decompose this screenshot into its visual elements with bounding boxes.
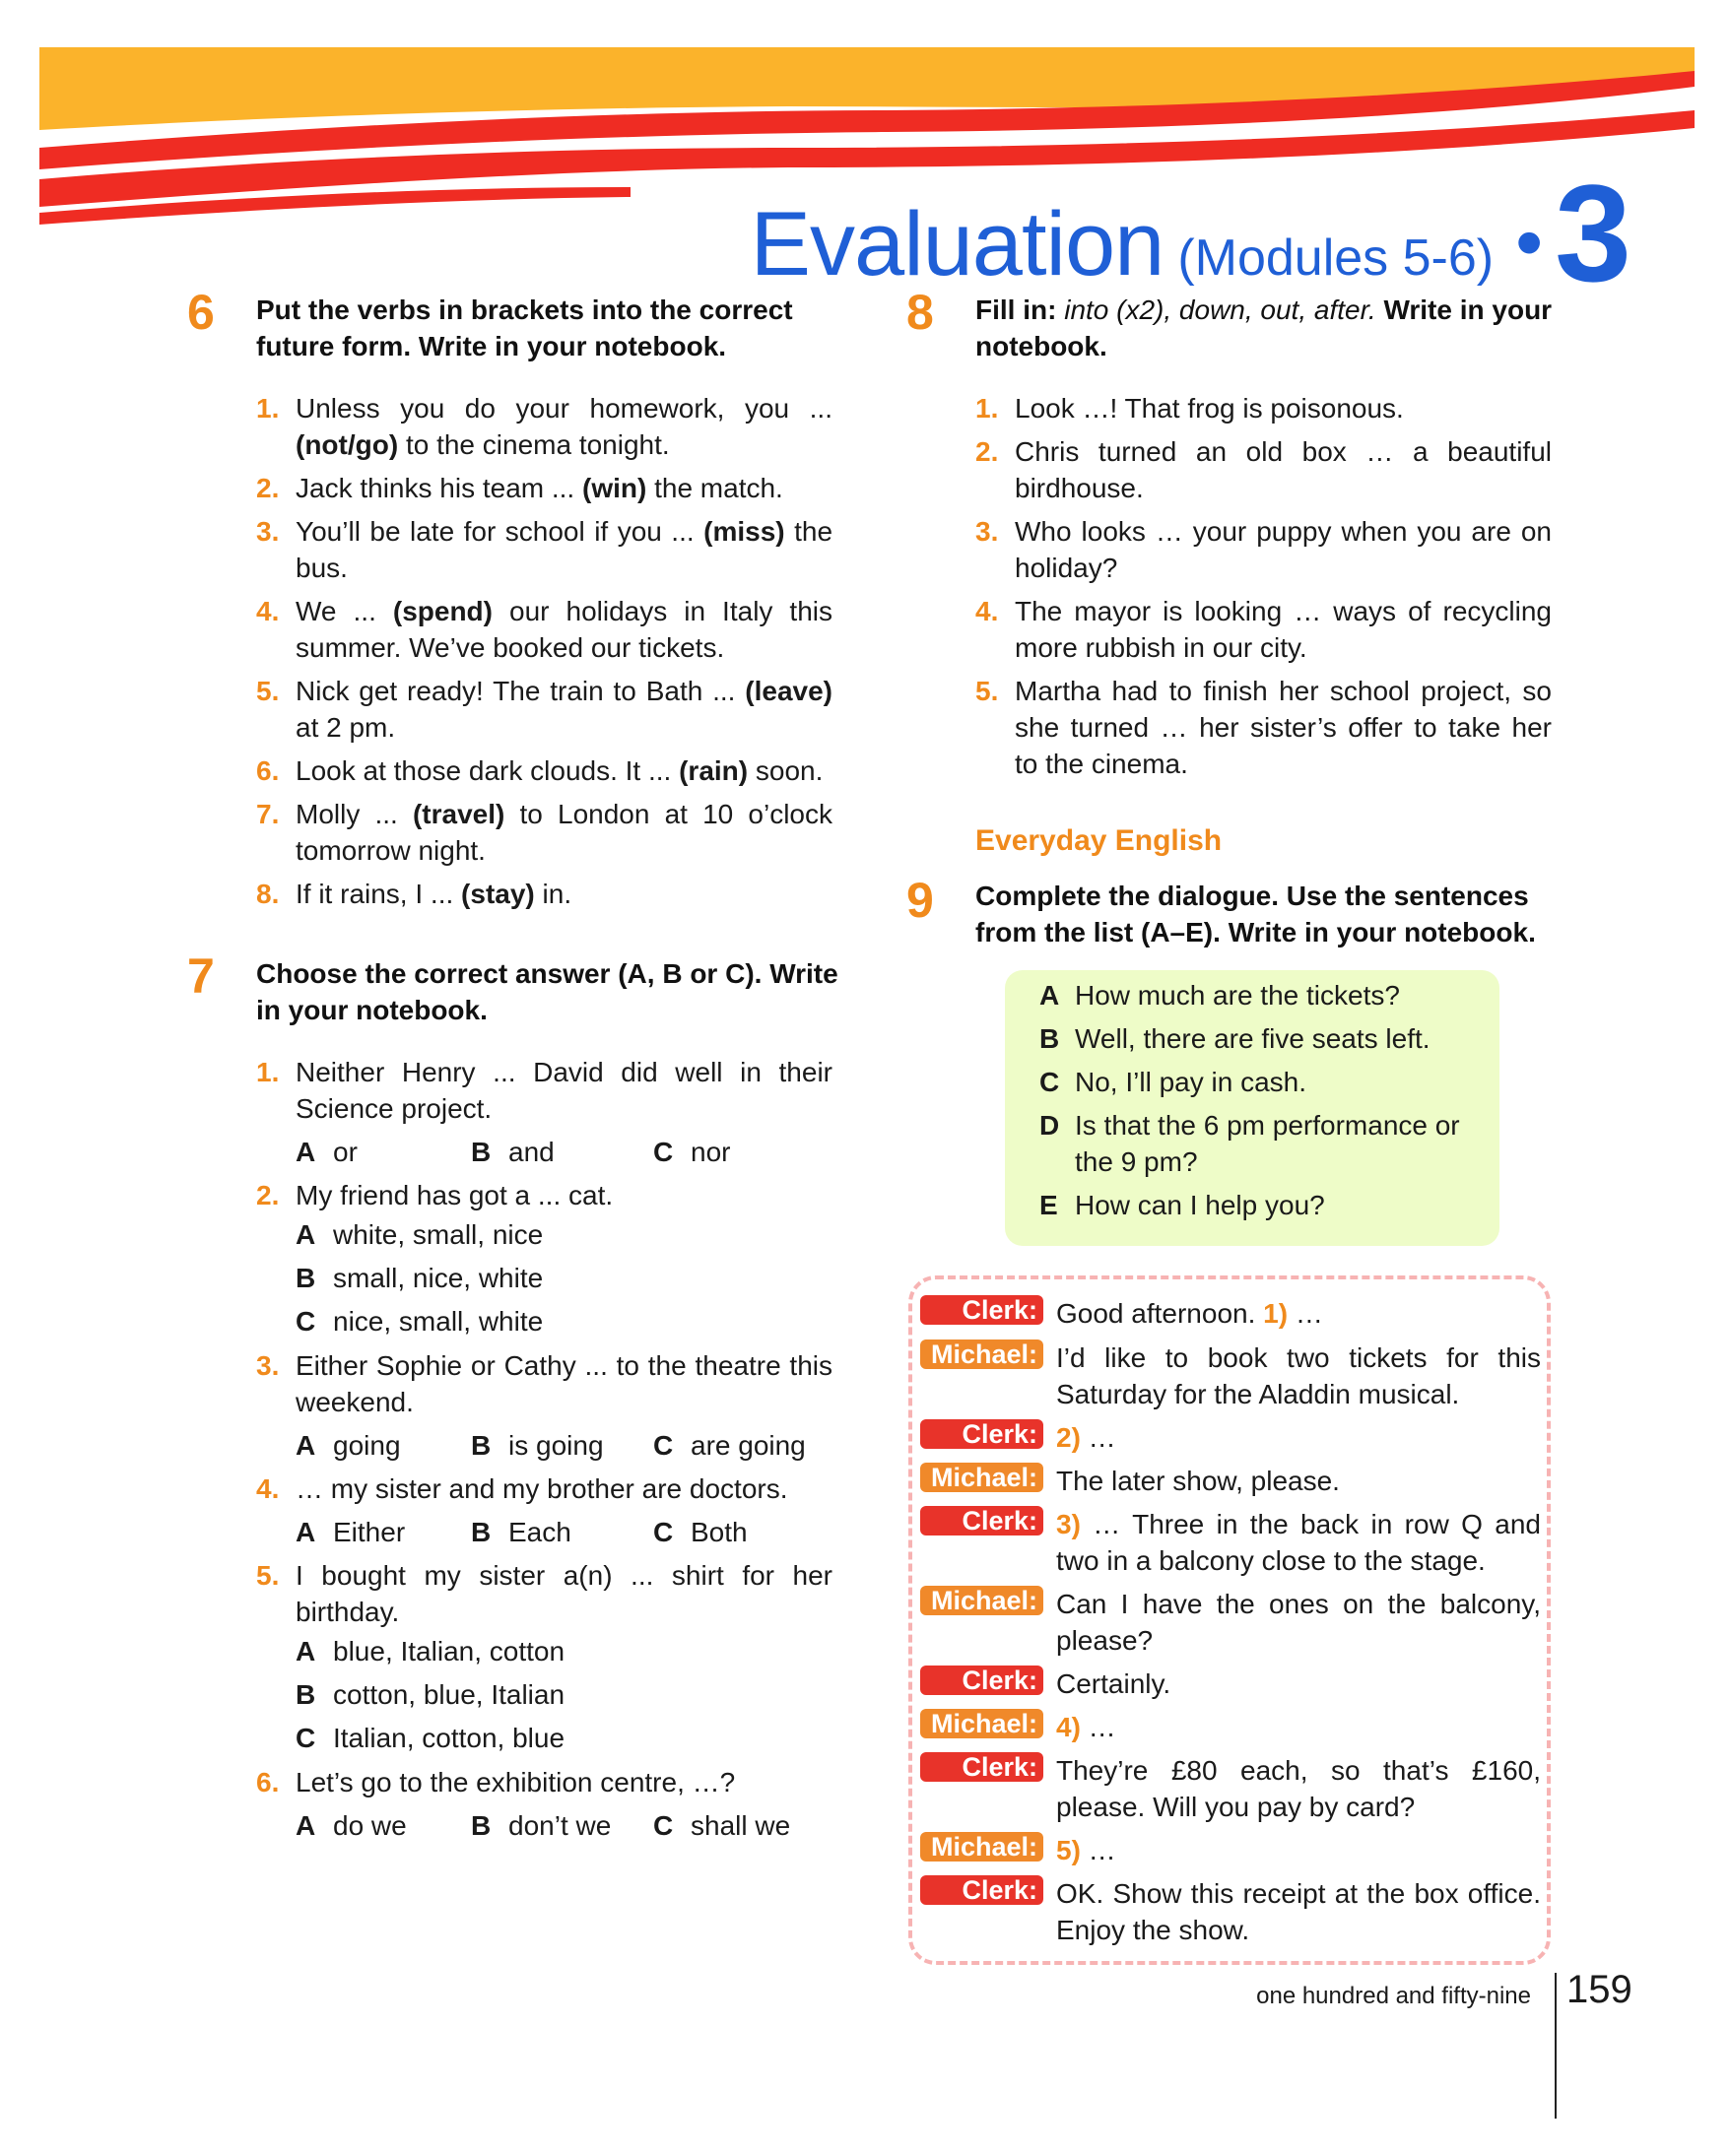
option-text: Italian, cotton, blue — [333, 1723, 566, 1753]
option-letter: C — [653, 1517, 674, 1547]
item-verb: (miss) — [703, 516, 785, 547]
item-number: 7. — [256, 799, 280, 829]
exercise-6-list — [256, 390, 832, 912]
option-letter: A — [296, 1137, 316, 1167]
exercise-9-instruction-line1: Complete the dialogue. Use the sentences — [975, 881, 1529, 911]
sentence-letter: B — [1039, 1023, 1060, 1054]
item-verb: (travel) — [412, 799, 505, 829]
item-text: Who looks … your puppy when you are on holiday? — [1015, 516, 1552, 583]
line-text: Certainly. — [1056, 1668, 1171, 1699]
title-number: 3 — [1555, 156, 1631, 310]
exercise-6-item — [256, 876, 832, 912]
speaker-label: Michael: — [920, 1586, 1043, 1615]
exercise-6-item — [256, 796, 832, 869]
speaker-label: Michael: — [920, 1463, 1043, 1492]
option-letter: B — [471, 1810, 492, 1841]
option-letter: A — [296, 1430, 316, 1461]
line-text: Good afternoon. — [1056, 1298, 1264, 1329]
option-letter: B — [471, 1137, 492, 1167]
dialogue-line — [920, 1752, 1541, 1825]
gap-number: 4) — [1056, 1712, 1081, 1742]
option-text: cotton, blue, Italian — [333, 1679, 566, 1710]
word-list: into (x2), down, out, after. — [1056, 294, 1376, 325]
item-text-end: soon. — [748, 755, 824, 786]
item-text: Martha had to finish her school project, so she turned … her sister’s offer to take her to the cinema. — [1015, 676, 1552, 779]
dialogue-line — [920, 1832, 1541, 1868]
option-b — [471, 1134, 653, 1170]
exercise-6-instruction-line1: Put the verbs in brackets into the correct — [256, 294, 793, 325]
item-text: Jack thinks his team ... — [296, 473, 582, 503]
option-letter: C — [296, 1306, 316, 1337]
sentence-text: No, I’ll pay in cash. — [1075, 1067, 1306, 1097]
question-number: 4. — [256, 1473, 280, 1504]
question-options-stacked — [296, 1213, 832, 1343]
question-text: Let’s go to the exhibition centre, …? — [296, 1767, 736, 1797]
sentence-text: How much are the tickets? — [1075, 980, 1400, 1011]
exercise-8-item — [975, 513, 1552, 586]
exercise-7-question — [256, 1347, 832, 1420]
question-number: 2. — [256, 1180, 280, 1210]
option-letter: B — [471, 1517, 492, 1547]
question-text: Neither Henry ... David did well in their Science project. — [296, 1057, 832, 1124]
item-text-end: the match. — [646, 473, 783, 503]
item-number: 8. — [256, 879, 280, 909]
exercise-6-item — [256, 390, 832, 463]
item-text-end: to the cinema tonight. — [398, 429, 670, 460]
exercise-6-instruction — [256, 292, 847, 364]
option-c — [653, 1807, 790, 1844]
option-b — [296, 1673, 832, 1717]
exercise-6-number: 6 — [187, 285, 215, 340]
exercise-7-list — [256, 1054, 832, 1844]
option-text: nor — [691, 1137, 731, 1167]
dialogue-line — [920, 1419, 1541, 1456]
item-number: 5. — [256, 676, 280, 706]
line-text: … — [1080, 1422, 1116, 1453]
option-text: small, nice, white — [333, 1263, 544, 1293]
speaker-label: Clerk: — [920, 1666, 1043, 1695]
gap-number: 1) — [1263, 1298, 1289, 1329]
option-a — [296, 1807, 471, 1844]
line-text: … — [1080, 1712, 1116, 1742]
item-number: 6. — [256, 755, 280, 786]
option-letter: B — [471, 1430, 492, 1461]
option-letter: C — [653, 1430, 674, 1461]
sentence-text: Is that the 6 pm performance or the 9 pm? — [1075, 1110, 1460, 1177]
option-c — [296, 1717, 832, 1760]
item-verb: (leave) — [745, 676, 832, 706]
item-text: We ... — [296, 596, 393, 626]
option-letter: A — [296, 1517, 316, 1547]
exercise-6-item — [256, 593, 832, 666]
option-letter: C — [296, 1723, 316, 1753]
option-text: nice, small, white — [333, 1306, 544, 1337]
question-text: … my sister and my brother are doctors. — [296, 1473, 788, 1504]
exercise-7-question — [256, 1764, 832, 1800]
question-options-stacked — [296, 1630, 832, 1760]
dialogue-line — [920, 1339, 1541, 1412]
option-text: and — [508, 1137, 555, 1167]
option-text: Each — [508, 1517, 571, 1547]
sentence-letter: E — [1039, 1190, 1058, 1220]
line-text: … Three in the back in row Q and two in a balcony close to the stage. — [1056, 1509, 1541, 1576]
fill-in-label: Fill in: — [975, 294, 1057, 325]
option-text: blue, Italian, cotton — [333, 1636, 566, 1666]
item-verb: (win) — [582, 473, 647, 503]
exercise-6-item — [256, 513, 832, 586]
option-letter: A — [296, 1219, 316, 1250]
option-a — [296, 1213, 832, 1257]
option-b — [471, 1807, 653, 1844]
question-text: My friend has got a ... cat. — [296, 1180, 614, 1210]
line-text: The later show, please. — [1056, 1466, 1340, 1496]
sentence-option — [1039, 1107, 1483, 1180]
question-options-inline — [296, 1427, 832, 1464]
item-text: Molly ... — [296, 799, 413, 829]
item-verb: (not/go) — [296, 429, 399, 460]
option-text: Either — [333, 1517, 406, 1547]
option-text: shall we — [691, 1810, 791, 1841]
option-a — [296, 1134, 471, 1170]
item-number: 1. — [256, 393, 280, 424]
question-options-inline — [296, 1807, 832, 1844]
exercise-7-question — [256, 1054, 832, 1127]
question-number: 6. — [256, 1767, 280, 1797]
dialogue-line — [920, 1463, 1541, 1499]
exercise-9-instruction — [975, 878, 1586, 950]
option-a — [296, 1630, 832, 1673]
item-number: 1. — [975, 393, 999, 424]
option-c — [296, 1300, 832, 1343]
line-tail: … — [1288, 1298, 1323, 1329]
title-modules: (Modules 5-6) — [1177, 229, 1495, 287]
dialogue-line — [920, 1666, 1541, 1702]
exercise-6-item — [256, 752, 832, 789]
speaker-label: Michael: — [920, 1832, 1043, 1862]
title-dot: • — [1515, 198, 1544, 286]
dialogue-line — [920, 1506, 1541, 1579]
exercise-8-item — [975, 593, 1552, 666]
option-letter: B — [296, 1263, 316, 1293]
option-text: don’t we — [508, 1810, 612, 1841]
sentence-list — [1039, 977, 1483, 1223]
option-letter: B — [296, 1679, 316, 1710]
exercise-7-instruction — [256, 955, 847, 1028]
item-text: Look …! That frog is poisonous. — [1015, 393, 1404, 424]
option-text: or — [333, 1137, 358, 1167]
option-a — [296, 1514, 471, 1550]
sentence-option — [1039, 1020, 1483, 1057]
exercise-8-item — [975, 390, 1552, 426]
question-text: I bought my sister a(n) ... shirt for her birthday. — [296, 1560, 832, 1627]
option-text: is going — [508, 1430, 604, 1461]
dialogue-line — [920, 1875, 1541, 1948]
item-text-end: in. — [534, 879, 572, 909]
sentence-text: How can I help you? — [1075, 1190, 1325, 1220]
option-text: do we — [333, 1810, 407, 1841]
line-text: They’re £80 each, so that’s £160, please. Will you pay by card? — [1056, 1755, 1541, 1822]
dialogue-line — [920, 1295, 1541, 1332]
sentence-letter: A — [1039, 980, 1060, 1011]
line-text: … — [1080, 1835, 1116, 1865]
item-verb: (rain) — [679, 755, 749, 786]
option-text: going — [333, 1430, 401, 1461]
speaker-label: Michael: — [920, 1339, 1043, 1369]
option-letter: A — [296, 1636, 316, 1666]
item-verb: (stay) — [461, 879, 535, 909]
exercise-7-instruction-line2: in your notebook. — [256, 995, 488, 1025]
page-number-words: one hundred and fifty-nine — [1256, 1983, 1531, 2009]
line-text: Can I have the ones on the balcony, please? — [1056, 1589, 1541, 1656]
option-text: white, small, nice — [333, 1219, 544, 1250]
question-number: 1. — [256, 1057, 280, 1087]
exercise-6-instruction-line2: future form. Write in your notebook. — [256, 331, 727, 361]
item-number: 3. — [975, 516, 999, 547]
exercise-9-number: 9 — [906, 873, 934, 928]
option-c — [653, 1134, 730, 1170]
item-text: The mayor is looking … ways of recycling more rubbish in our city. — [1015, 596, 1552, 663]
exercise-6-item — [256, 673, 832, 746]
gap-number: 5) — [1056, 1835, 1081, 1865]
item-number: 3. — [256, 516, 280, 547]
question-options-inline — [296, 1134, 832, 1170]
speaker-label: Clerk: — [920, 1295, 1043, 1325]
speaker-label: Clerk: — [920, 1506, 1043, 1535]
speaker-label: Clerk: — [920, 1752, 1043, 1782]
instruction-rest: Write in your — [1375, 294, 1553, 325]
exercise-7-instruction-line1: Choose the correct answer (A, B or C). Write — [256, 958, 838, 989]
exercise-7-number: 7 — [187, 948, 215, 1004]
item-text-end: to London at 10 o’clock tomorrow night. — [296, 799, 832, 866]
gap-number: 3) — [1056, 1509, 1081, 1539]
page-number: 159 — [1566, 1968, 1632, 2011]
question-number: 3. — [256, 1350, 280, 1381]
option-letter: A — [296, 1810, 316, 1841]
item-number: 4. — [975, 596, 999, 626]
item-verb: (spend) — [392, 596, 493, 626]
speaker-label: Michael: — [920, 1709, 1043, 1738]
dialogue-line — [920, 1586, 1541, 1659]
speaker-label: Clerk: — [920, 1419, 1043, 1449]
everyday-english-heading: Everyday English — [975, 824, 1223, 857]
item-text: If it rains, I ... — [296, 879, 462, 909]
item-text-end: our holidays in Italy this summer. We’ve booked our tickets. — [296, 596, 833, 663]
option-letter: C — [653, 1810, 674, 1841]
exercise-8-number: 8 — [906, 285, 934, 340]
question-options-inline — [296, 1514, 832, 1550]
exercise-8-instruction-line2: notebook. — [975, 331, 1107, 361]
item-text: You’ll be late for school if you ... — [296, 516, 704, 547]
option-text: are going — [691, 1430, 806, 1461]
exercise-8-item — [975, 673, 1552, 782]
exercise-7-question — [256, 1470, 832, 1507]
item-number: 4. — [256, 596, 280, 626]
item-number: 2. — [975, 436, 999, 467]
sentence-option — [1039, 1187, 1483, 1223]
option-a — [296, 1427, 471, 1464]
item-text: Unless you do your homework, you ... — [296, 393, 832, 424]
item-text-end: the bus. — [296, 516, 833, 583]
option-b — [471, 1427, 653, 1464]
option-text: Both — [691, 1517, 748, 1547]
exercise-6-item — [256, 470, 832, 506]
item-text: Chris turned an old box … a beautiful birdhouse. — [1015, 436, 1552, 503]
item-text: Look at those dark clouds. It ... — [296, 755, 680, 786]
option-b — [296, 1257, 832, 1300]
footer-divider — [1555, 1973, 1557, 2119]
exercise-7-question — [256, 1557, 832, 1630]
item-text: Nick get ready! The train to Bath ... — [296, 676, 746, 706]
line-text: I’d like to book two tickets for this Saturday for the Aladdin musical. — [1056, 1342, 1541, 1409]
exercise-8-item — [975, 433, 1552, 506]
question-text: Either Sophie or Cathy ... to the theatre this weekend. — [296, 1350, 832, 1417]
sentence-letter: D — [1039, 1110, 1060, 1141]
question-number: 5. — [256, 1560, 280, 1591]
exercise-9-instruction-line2: from the list (A–E). Write in your notebook. — [975, 917, 1536, 947]
option-b — [471, 1514, 653, 1550]
item-number: 5. — [975, 676, 999, 706]
exercise-8-list — [975, 390, 1552, 782]
exercise-7-question — [256, 1177, 832, 1213]
option-c — [653, 1427, 806, 1464]
dialogue-line — [920, 1709, 1541, 1745]
item-number: 2. — [256, 473, 280, 503]
sentence-text: Well, there are five seats left. — [1075, 1023, 1431, 1054]
sentence-option — [1039, 1064, 1483, 1100]
option-letter: C — [653, 1137, 674, 1167]
option-c — [653, 1514, 748, 1550]
title-main: Evaluation — [750, 194, 1164, 294]
exercise-8-instruction — [975, 292, 1566, 364]
speaker-label: Clerk: — [920, 1875, 1043, 1905]
line-text: OK. Show this receipt at the box office. Enjoy the show. — [1056, 1878, 1541, 1945]
item-text-end: at 2 pm. — [296, 712, 396, 743]
sentence-letter: C — [1039, 1067, 1060, 1097]
sentence-option — [1039, 977, 1483, 1013]
gap-number: 2) — [1056, 1422, 1081, 1453]
